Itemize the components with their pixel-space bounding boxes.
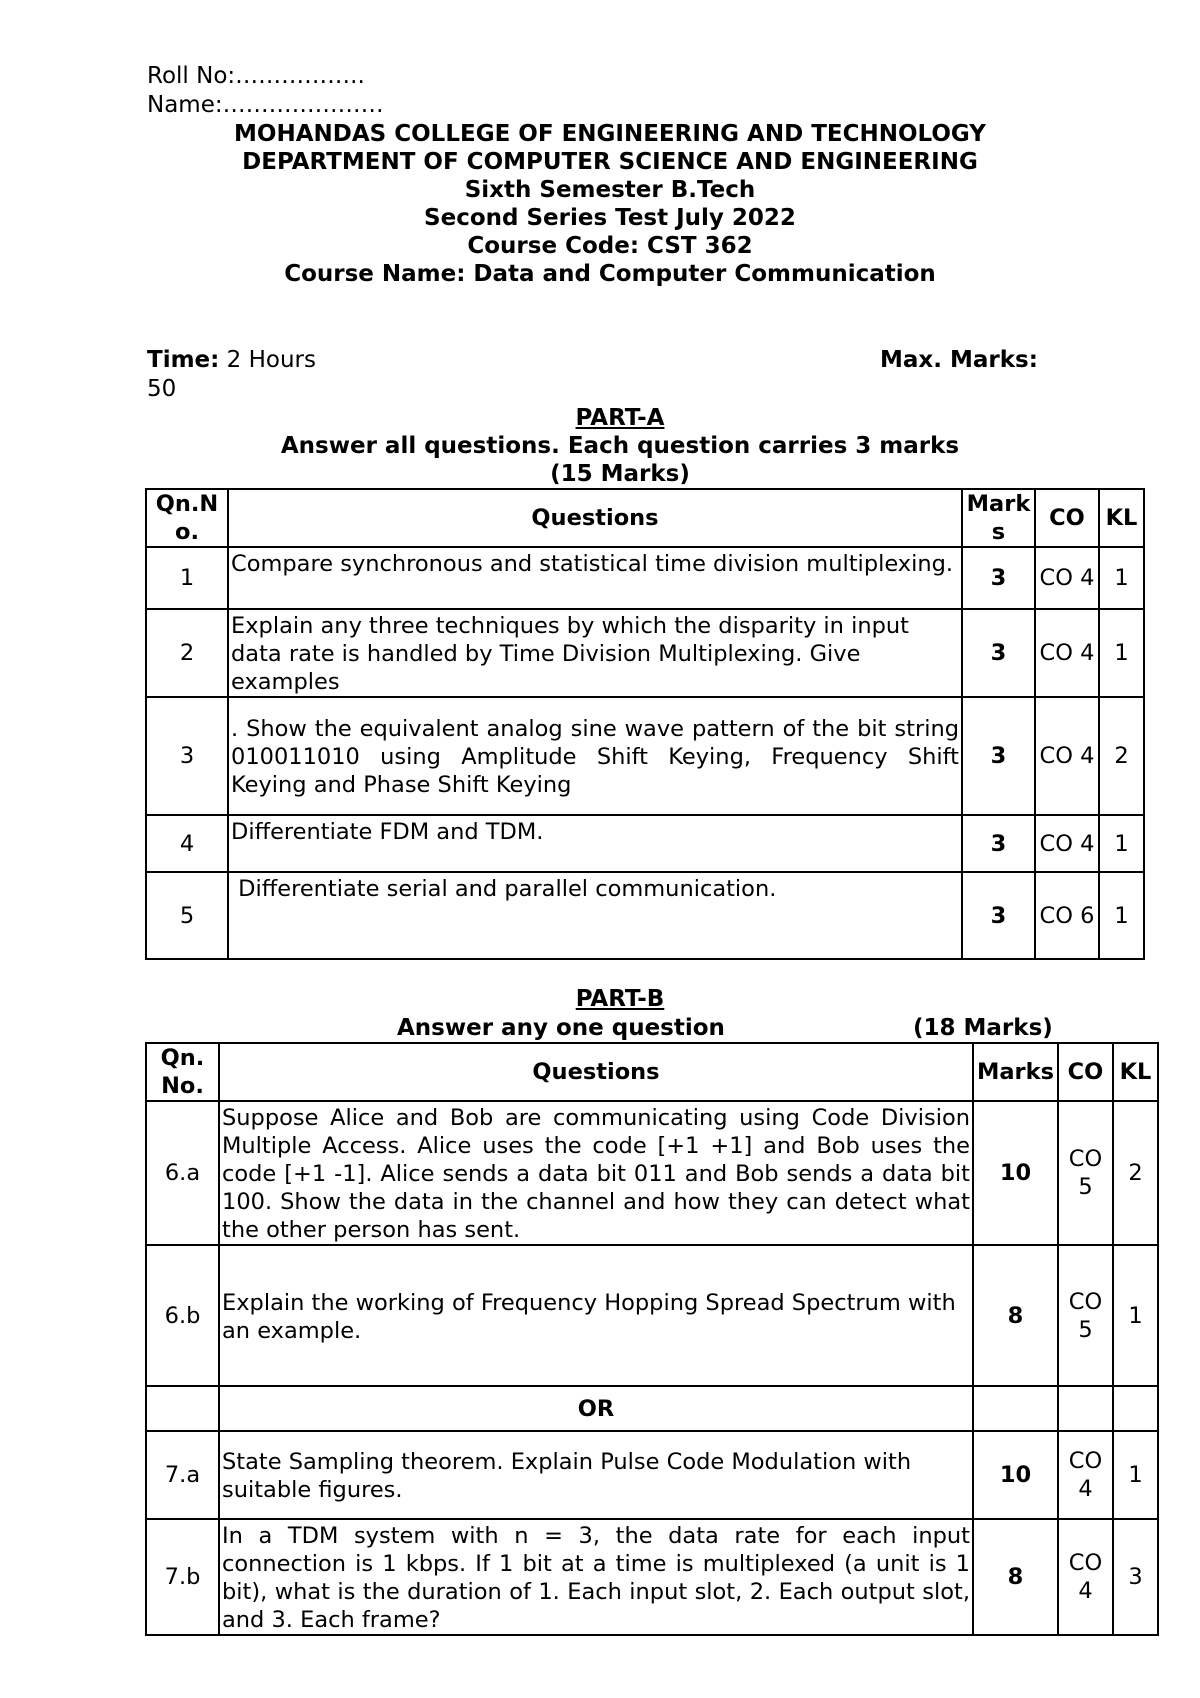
question-number: 5 (146, 872, 228, 959)
col-marks: Marks (973, 1043, 1058, 1101)
time-label: Time: (147, 347, 220, 373)
part-b-marks-note: (18 Marks) (913, 1015, 1053, 1041)
question-number: 1 (146, 547, 228, 609)
question-kl: 1 (1113, 1245, 1158, 1386)
question-text: Differentiate FDM and TDM. (228, 815, 962, 872)
question-kl (1113, 1386, 1158, 1431)
question-co: CO 4 (1058, 1519, 1113, 1635)
question-kl: 1 (1113, 1431, 1158, 1519)
table-row (146, 1245, 1158, 1386)
time-value: 2 Hours (219, 347, 316, 373)
or-separator: OR (219, 1386, 973, 1431)
table-row (146, 609, 1144, 697)
question-marks: 3 (962, 872, 1035, 959)
table-row (146, 697, 1144, 815)
time-line (147, 346, 316, 374)
col-kl: KL (1099, 489, 1144, 547)
part-a-marks-note: (15 Marks) (550, 461, 690, 487)
col-kl: KL (1113, 1043, 1158, 1101)
name-label: Name:………………… (147, 92, 384, 118)
question-text: Explain any three techniques by which the disparity in input data rate is handled by Time Division Multiplexing. Give examples (228, 609, 962, 697)
question-kl: 1 (1099, 609, 1144, 697)
col-questions: Questions (228, 489, 962, 547)
question-number (146, 1386, 219, 1431)
col-co: CO (1058, 1043, 1113, 1101)
question-marks: 8 (973, 1519, 1058, 1635)
question-kl: 1 (1099, 547, 1144, 609)
question-kl: 1 (1099, 872, 1144, 959)
semester: Sixth Semester B.Tech (464, 177, 756, 203)
question-number: 6.a (146, 1101, 219, 1245)
question-text: . Show the equivalent analog sine wave pattern of the bit string 010011010 using Amplitude Shift Keying, Frequency Shift Keying and Phase Shift Keying (228, 697, 962, 815)
max-marks-label: Max. Marks: (880, 347, 1038, 373)
test-name: Second Series Test July 2022 (424, 205, 796, 231)
question-co: CO 4 (1035, 815, 1099, 872)
col-marks: Marks (962, 489, 1035, 547)
question-co: CO 5 (1058, 1101, 1113, 1245)
question-marks: 3 (962, 609, 1035, 697)
part-a-table (145, 488, 1145, 960)
col-qno: Qn. No. (146, 1043, 219, 1101)
question-text: Suppose Alice and Bob are communicating using Code Division Multiple Access. Alice uses the code [+1 +1] and Bob uses the code [+1 -1]. Alice sends a data bit 011 and Bob sends a data bit 100. Show the data in the channel and how they can detect what the other person has sent. (219, 1101, 973, 1245)
question-marks: 10 (973, 1431, 1058, 1519)
question-marks: 3 (962, 697, 1035, 815)
question-co: CO 4 (1035, 697, 1099, 815)
part-a-instruction: Answer all questions. Each question carries 3 marks (280, 433, 960, 459)
col-qno: Qn.No. (146, 489, 228, 547)
roll-no-label: Roll No:…………….. (147, 63, 365, 89)
question-marks (973, 1386, 1058, 1431)
table-row-or (146, 1386, 1158, 1431)
table-row (146, 1431, 1158, 1519)
part-a-title: PART-A (575, 405, 665, 431)
table-header-row (146, 1043, 1158, 1101)
question-marks: 3 (962, 815, 1035, 872)
question-text: Differentiate serial and parallel communication. (228, 872, 962, 959)
course-code: Course Code: CST 362 (467, 233, 753, 259)
question-co: CO 4 (1058, 1431, 1113, 1519)
table-row (146, 1519, 1158, 1635)
question-marks: 8 (973, 1245, 1058, 1386)
question-marks: 3 (962, 547, 1035, 609)
question-co: CO 5 (1058, 1245, 1113, 1386)
question-co: CO 4 (1035, 547, 1099, 609)
table-row (146, 815, 1144, 872)
question-kl: 2 (1099, 697, 1144, 815)
question-kl: 3 (1113, 1519, 1158, 1635)
table-header-row (146, 489, 1144, 547)
question-co: CO 4 (1035, 609, 1099, 697)
question-text: Explain the working of Frequency Hopping Spread Spectrum with an example. (219, 1245, 973, 1386)
col-co: CO (1035, 489, 1099, 547)
question-number: 2 (146, 609, 228, 697)
question-number: 6.b (146, 1245, 219, 1386)
question-kl: 2 (1113, 1101, 1158, 1245)
course-name: Course Name: Data and Computer Communication (284, 261, 936, 287)
question-co (1058, 1386, 1113, 1431)
college-name: MOHANDAS COLLEGE OF ENGINEERING AND TECHNOLOGY (234, 121, 986, 147)
table-row (146, 872, 1144, 959)
question-number: 7.b (146, 1519, 219, 1635)
question-text: In a TDM system with n = 3, the data rate for each input connection is 1 kbps. If 1 bit at a time is multiplexed (a unit is 1 bit), what is the duration of 1. Each input slot, 2. Each output slot, and 3. Each frame? (219, 1519, 973, 1635)
question-marks: 10 (973, 1101, 1058, 1245)
table-row (146, 1101, 1158, 1245)
table-row (146, 547, 1144, 609)
question-text: Compare synchronous and statistical time division multiplexing. (228, 547, 962, 609)
part-b-title: PART-B (575, 986, 665, 1012)
part-b-table (145, 1042, 1159, 1636)
question-co: CO 6 (1035, 872, 1099, 959)
col-questions: Questions (219, 1043, 973, 1101)
question-number: 3 (146, 697, 228, 815)
department-name: DEPARTMENT OF COMPUTER SCIENCE AND ENGINEERING (242, 149, 978, 175)
question-number: 4 (146, 815, 228, 872)
part-b-instruction: Answer any one question (397, 1015, 725, 1041)
question-kl: 1 (1099, 815, 1144, 872)
max-marks-value: 50 (147, 376, 177, 402)
question-text: State Sampling theorem. Explain Pulse Code Modulation with suitable figures. (219, 1431, 973, 1519)
question-number: 7.a (146, 1431, 219, 1519)
